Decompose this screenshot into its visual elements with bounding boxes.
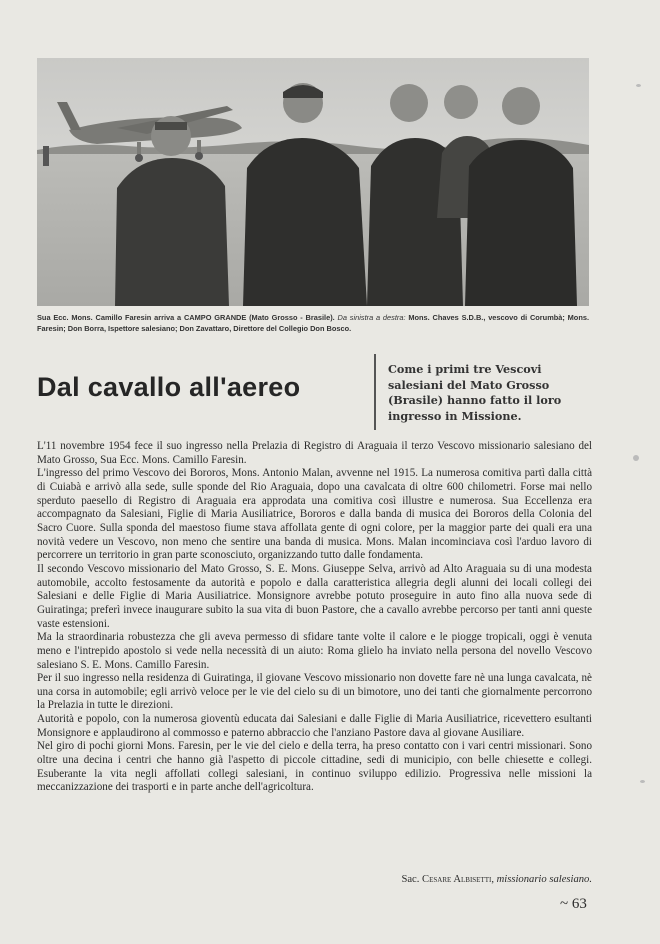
article-title: Dal cavallo all'aereo xyxy=(37,372,301,402)
paper-speck xyxy=(633,455,639,461)
paragraph: Nel giro di pochi giorni Mons. Faresin, per le vie del cielo e della terra, ha preso contatto con i vari centri missionari. Sono oltre una decina i centri che hanno già l'aspetto di piccole cittadine, sedi di municipio, con belle chiesette e collegi. Esuberante la vita negli affollati collegi salesiani, in continuo sviluppo edilizio. Progressiva nelle missioni la meccanizzazione dei trasporti e in parte anche dell'agricoltura. xyxy=(37,740,592,794)
caption-rest: Mons. Chaves S.D.B., vescovo di Corumbà; Mons. Faresin; Don Borra, Ispettore salesiano; Don Zavattaro, Direttore del Collegio Don Bosco. xyxy=(37,313,590,333)
article-subtitle: Come i primi tre Vescovi salesiani del Mato Grosso (Brasile) hanno fatto il loro ingresso in Missione. xyxy=(388,362,562,423)
signature xyxy=(345,874,592,885)
group-photo xyxy=(37,58,589,306)
photo-caption xyxy=(37,312,589,334)
signature-prefix: Sac. xyxy=(401,874,420,885)
paragraph: Per il suo ingresso nella residenza di Guiratinga, il giovane Vescovo missionario non dovette fare nè una lunga cavalcata, nè una corsa in automobile; egli arrivò veloce per le vie del cielo su di un bimotore, uno dei tanti che giornalmente percorrono la Prelazia in tutte le direzioni. xyxy=(37,672,592,712)
paragraph: L'11 novembre 1954 fece il suo ingresso nella Prelazia di Registro di Araguaia il terzo Vescovo missionario salesiano del Mato Grosso, Sua Ecc. Mons. Camillo Faresin. xyxy=(37,440,592,466)
page-number: ~ 63 xyxy=(560,896,587,912)
caption-bold: Sua Ecc. Mons. Camillo Faresin arriva a CAMPO GRANDE (Mato Grosso - Brasile). xyxy=(37,313,335,322)
caption-italic: Da sinistra a destra: xyxy=(337,313,406,322)
signature-role: missionario salesiano. xyxy=(496,874,592,885)
paragraph: Autorità e popolo, con la numerosa gioventù educata dai Salesiani e dalle Figlie di Maria Ausiliatrice, ricevettero esultanti Monsignore e applaudirono al commosso e paterno abbraccio che l'anziano Pastore dava al giovane Ausiliare. xyxy=(37,713,592,739)
vertical-rule xyxy=(374,354,376,430)
signature-name: Cesare Albisetti, xyxy=(422,874,494,885)
paper-speck xyxy=(640,780,645,783)
paragraph: L'ingresso del primo Vescovo dei Bororos, Mons. Antonio Malan, avvenne nel 1915. La numerosa comitiva partì dalla città di Cuiabà e arrivò alla sede, sulle sponde del Rio Araguaia, dopo una cavalcata di oltre 600 chilometri. Forse mai nello sperduto paesello di Registro di Araguaia era approdata una comitiva così illustre e numerosa. Sua Eccellenza era accompagnato da Salesiani, Figlie di Maria Ausiliatrice, Bororos e dalla banda di musica dei Bororos della Colonia del Sacro Cuore. Sulla sponda del maestoso fiume stava affollata gente di ogni colore, per la maggior parte dei quali era una novità vedere un Vescovo, non meno che sentire una banda di musica. Mons. Malan incominciava così l'arduo lavoro di percorrere un territorio in gran parte sconosciuto, organizzando tutto dalle fondamenta. xyxy=(37,467,592,562)
article-body xyxy=(37,440,592,795)
paper-speck xyxy=(636,84,641,87)
paragraph: Il secondo Vescovo missionario del Mato Grosso, S. E. Mons. Giuseppe Selva, arrivò ad Alto Araguaia su di una modesta automobile, accolto festosamente da autorità e popolo e dalla caratteristica allegria degli alunni dei locali collegi dei Salesiani e delle Figlie di Maria Ausiliatrice. Monsignore avrebbe potuto proseguire in auto fino alla nuova sede di Guiratinga; preferì invece inaugurare subito la sua vita di buon Pastore, che a cavallo avrebbe percorso per tanti anni queste vaste estensioni. xyxy=(37,562,592,630)
paragraph: Ma la straordinaria robustezza che gli aveva permesso di sfidare tante volte il calore e le piogge tropicali, oggi è venuta meno e l'intrepido apostolo si vede nella necessità di un aiuto: Roma glielo ha inviato nella persona del novello Vescovo salesiano S. E. Mons. Camillo Faresin. xyxy=(37,631,592,671)
